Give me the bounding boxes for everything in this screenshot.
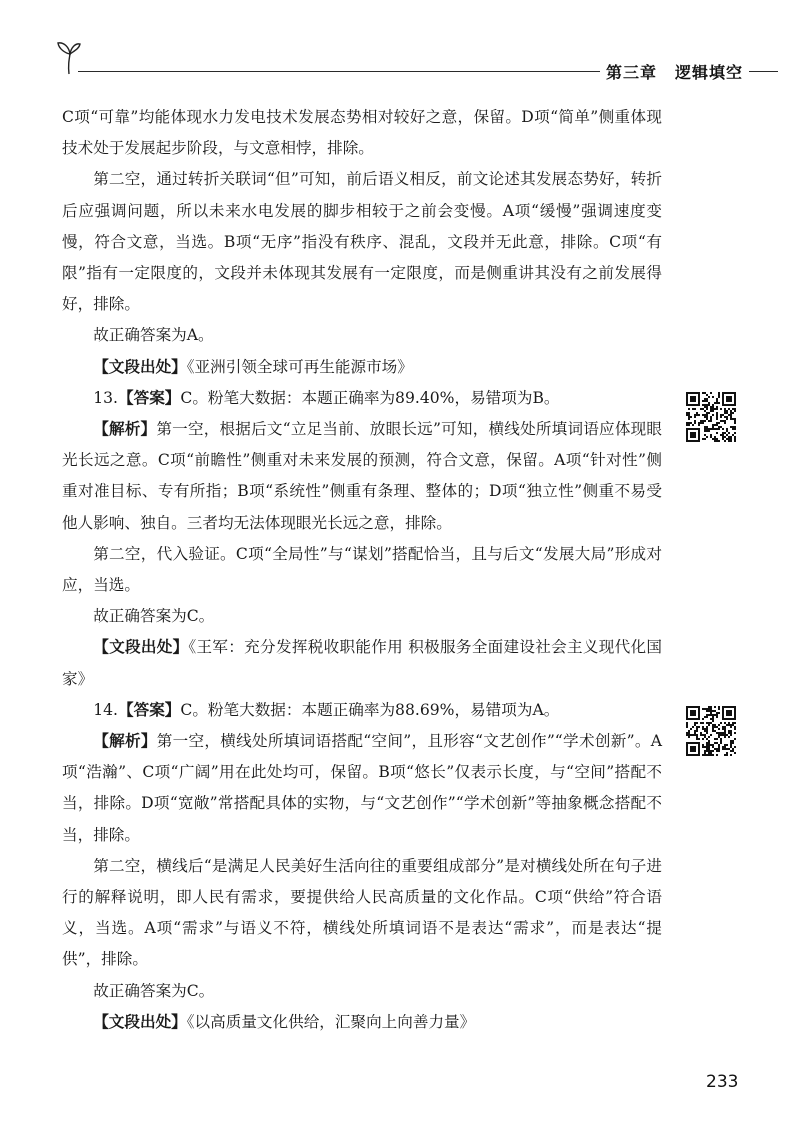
analysis-text: 第一空，横线处所填词语搭配“空间”，且形容“文艺创作”“学术创新”。A项“浩瀚”、C项“广阔”用在此处均可，保留。B项“悠长”仅表示长度，与“空间”搭配不当，排除。D项“宽敞”常搭配具体的实物，与“文艺创作”“学术创新”等抽象概念搭配不当，排除。 — [62, 732, 662, 844]
answer-label: 【答案】 — [118, 700, 181, 719]
paragraph: 故正确答案为C。 — [93, 607, 215, 626]
source-line — [62, 1007, 662, 1038]
source-label: 【文段出处】 — [93, 638, 189, 657]
paragraph: 故正确答案为C。 — [93, 981, 215, 1000]
analysis-label: 【解析】 — [93, 420, 157, 439]
q13-analysis — [62, 414, 662, 539]
page-header — [0, 0, 800, 90]
source-line — [62, 632, 662, 694]
q14-answer — [62, 695, 662, 726]
answer-text: C。粉笔大数据：本题正确率为88.69%，易错项为A。 — [180, 700, 560, 719]
paragraph: 故正确答案为A。 — [93, 326, 214, 345]
qr-code-icon[interactable] — [686, 706, 736, 756]
paragraph: C项“可靠”均能体现水力发电技术发展态势相对较好之意，保留。D项“简单”侧重体现技术处于发展起步阶段，与文意相悖，排除。 — [62, 108, 662, 158]
analysis-label: 【解析】 — [93, 732, 157, 751]
q13-number: 13. — [93, 388, 118, 407]
source-label: 【文段出处】 — [93, 1012, 187, 1031]
page-body — [62, 102, 662, 1038]
chapter-number: 第三章 — [606, 63, 658, 82]
source-title: 《以高质量文化供给，汇聚向上向善力量》 — [186, 1012, 476, 1031]
paragraph: 第二空，通过转折关联词“但”可知，前后语义相反，前文论述其发展态势好，转折后应强调问题，所以未来水电发展的脚步相较于之前会变慢。A项“缓慢”强调速度变慢，符合文意，当选。B项“无序”指没有秩序、混乱，文段并无此意，排除。C项“有限”指有一定限度的，文段并未体现其发展有一定限度，而是侧重讲其没有之前发展得好，排除。 — [62, 170, 662, 314]
qr-code-icon[interactable] — [686, 392, 736, 442]
answer-label: 【答案】 — [118, 388, 181, 407]
paragraph: 第二空，横线后“是满足人民美好生活向往的重要组成部分”是对横线处所在句子进行的解释说明，即人民有需求，要提供给人民高质量的文化作品。C项“供给”符合语义，当选。A项“需求”与语义不符，横线处所填词语不是表达“需求”，而是表达“提供”，排除。 — [62, 856, 662, 969]
q14-number: 14. — [93, 700, 118, 719]
chapter-title — [600, 60, 749, 83]
source-title: 《王军：充分发挥税收职能作用 积极服务全面建设社会主义现代化国家》 — [62, 638, 662, 688]
source-title: 《亚洲引领全球可再生能源市场》 — [186, 357, 413, 376]
q13-answer — [62, 383, 662, 414]
source-label: 【文段出处】 — [93, 357, 187, 376]
section-name: 逻辑填空 — [675, 63, 744, 82]
paragraph: 第二空，代入验证。C项“全局性”与“谋划”搭配恰当，且与后文“发展大局”形成对应，当选。 — [62, 544, 662, 595]
answer-text: C。粉笔大数据：本题正确率为89.40%，易错项为B。 — [180, 388, 560, 407]
analysis-text: 第一空，根据后文“立足当前、放眼长远”可知，横线处所填词语应体现眼光长远之意。C项“前瞻性”侧重对未来发展的预测，符合文意，保留。A项“针对性”侧重对准目标、专有所指；B项“系统性”侧重有条理、整体的；D项“独立性”侧重不易受他人影响、独自。三者均无法体现眼光长远之意，排除。 — [62, 420, 662, 532]
page-number: 233 — [706, 1072, 739, 1092]
source-line — [62, 352, 662, 383]
q14-analysis — [62, 726, 662, 851]
